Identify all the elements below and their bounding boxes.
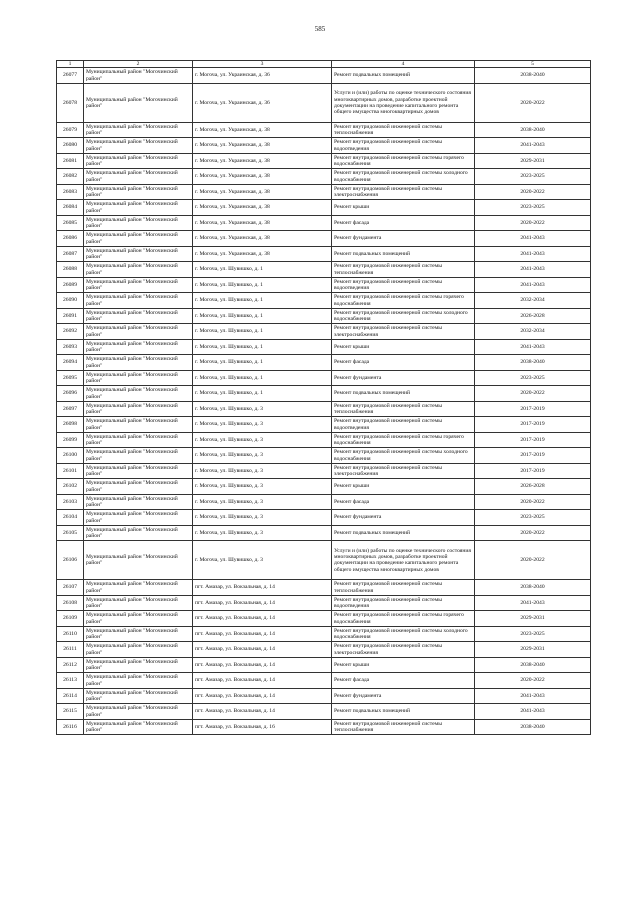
address-cell: пгт. Амазар, ул. Вокзальная, д. 16 — [193, 719, 332, 735]
table-row — [57, 525, 591, 541]
table-row — [57, 262, 591, 278]
table-row — [57, 580, 591, 596]
period-cell: 2020-2022 — [475, 386, 591, 402]
municipality-cell: Муниципальный район "Могочинский район" — [84, 673, 193, 689]
period-cell: 2038-2040 — [475, 122, 591, 138]
table-row — [57, 231, 591, 247]
work-type-cell: Ремонт подвальных помещений — [332, 525, 475, 541]
municipality-cell: Муниципальный район "Могочинский район" — [84, 595, 193, 611]
table-row — [57, 463, 591, 479]
period-cell: 2023-2025 — [475, 370, 591, 386]
table-row — [57, 370, 591, 386]
work-type-cell: Ремонт крыши — [332, 479, 475, 495]
row-number-cell: 26103 — [57, 494, 84, 510]
period-cell: 2038-2040 — [475, 580, 591, 596]
work-type-cell: Ремонт подвальных помещений — [332, 68, 475, 84]
row-number-cell: 26085 — [57, 215, 84, 231]
period-cell: 2038-2040 — [475, 719, 591, 735]
period-cell: 2017-2019 — [475, 401, 591, 417]
municipality-cell: Муниципальный район "Могочинский район" — [84, 704, 193, 720]
table-row — [57, 673, 591, 689]
work-type-cell: Ремонт внутридомовой инженерной системы водоотведения — [332, 595, 475, 611]
period-cell: 2041-2043 — [475, 704, 591, 720]
address-cell: пгт. Амазар, ул. Вокзальная, д. 14 — [193, 642, 332, 658]
municipality-cell: Муниципальный район "Могочинский район" — [84, 293, 193, 309]
period-cell: 2032-2034 — [475, 324, 591, 340]
work-type-cell: Ремонт внутридомовой инженерной системы теплоснабжения — [332, 580, 475, 596]
address-cell: пгт. Амазар, ул. Вокзальная, д. 14 — [193, 611, 332, 627]
period-cell: 2026-2028 — [475, 308, 591, 324]
table-row — [57, 138, 591, 154]
table-row — [57, 510, 591, 526]
row-number-cell: 26104 — [57, 510, 84, 526]
period-cell: 2017-2019 — [475, 432, 591, 448]
work-type-cell: Ремонт фасада — [332, 494, 475, 510]
municipality-cell: Муниципальный район "Могочинский район" — [84, 83, 193, 122]
row-number-cell: 26088 — [57, 262, 84, 278]
row-number-cell: 26092 — [57, 324, 84, 340]
work-type-cell: Услуги и (или) работы по оценке технического состояния многоквартирных домов, разработке проектной документации на проведение капитального ремонта общего имущества многоквартирных домов — [332, 541, 475, 580]
period-cell: 2020-2022 — [475, 494, 591, 510]
row-number-cell: 26108 — [57, 595, 84, 611]
period-cell: 2041-2043 — [475, 246, 591, 262]
municipality-cell: Муниципальный район "Могочинский район" — [84, 657, 193, 673]
municipality-cell: Муниципальный район "Могочинский район" — [84, 688, 193, 704]
work-type-cell: Ремонт фундамента — [332, 688, 475, 704]
row-number-cell: 26081 — [57, 153, 84, 169]
row-number-cell: 26109 — [57, 611, 84, 627]
column-header-2: 2 — [84, 61, 193, 68]
period-cell: 2023-2025 — [475, 510, 591, 526]
address-cell: г. Могоча, ул. Шувишко, д. 1 — [193, 277, 332, 293]
table-row — [57, 339, 591, 355]
work-type-cell: Ремонт внутридомовой инженерной системы электроснабжения — [332, 324, 475, 340]
address-cell: г. Могоча, ул. Шувишко, д. 1 — [193, 293, 332, 309]
period-cell: 2020-2022 — [475, 541, 591, 580]
address-cell: г. Могоча, ул. Украинская, д. 38 — [193, 231, 332, 247]
address-cell: г. Могоча, ул. Шувишко, д. 3 — [193, 417, 332, 433]
column-header-4: 4 — [332, 61, 475, 68]
address-cell: г. Могоча, ул. Украинская, д. 36 — [193, 83, 332, 122]
row-number-cell: 26080 — [57, 138, 84, 154]
row-number-cell: 26095 — [57, 370, 84, 386]
period-cell: 2041-2043 — [475, 262, 591, 278]
work-type-cell: Ремонт внутридомовой инженерной системы водоотведения — [332, 277, 475, 293]
work-type-cell: Ремонт фасада — [332, 215, 475, 231]
period-cell: 2023-2025 — [475, 200, 591, 216]
period-cell: 2038-2040 — [475, 657, 591, 673]
address-cell: г. Могоча, ул. Шувишко, д. 1 — [193, 355, 332, 371]
work-type-cell: Ремонт фундамента — [332, 231, 475, 247]
work-type-cell: Ремонт подвальных помещений — [332, 704, 475, 720]
page-number: 585 — [314, 25, 326, 33]
address-cell: г. Могоча, ул. Шувишко, д. 1 — [193, 370, 332, 386]
municipality-cell: Муниципальный район "Могочинский район" — [84, 719, 193, 735]
municipality-cell: Муниципальный район "Могочинский район" — [84, 355, 193, 371]
row-number-cell: 26084 — [57, 200, 84, 216]
work-type-cell: Ремонт внутридомовой инженерной системы электроснабжения — [332, 463, 475, 479]
period-cell: 2020-2022 — [475, 83, 591, 122]
repair-schedule-table — [56, 60, 591, 735]
municipality-cell: Муниципальный район "Могочинский район" — [84, 153, 193, 169]
work-type-cell: Ремонт крыши — [332, 339, 475, 355]
row-number-cell: 26106 — [57, 541, 84, 580]
address-cell: г. Могоча, ул. Шувишко, д. 3 — [193, 448, 332, 464]
work-type-cell: Ремонт внутридомовой инженерной системы теплоснабжения — [332, 401, 475, 417]
table-row — [57, 246, 591, 262]
period-cell: 2038-2040 — [475, 355, 591, 371]
table-row — [57, 122, 591, 138]
municipality-cell: Муниципальный район "Могочинский район" — [84, 339, 193, 355]
table-row — [57, 541, 591, 580]
address-cell: г. Могоча, ул. Украинская, д. 38 — [193, 153, 332, 169]
row-number-cell: 26115 — [57, 704, 84, 720]
work-type-cell: Ремонт фундамента — [332, 370, 475, 386]
row-number-cell: 26099 — [57, 432, 84, 448]
address-cell: пгт. Амазар, ул. Вокзальная, д. 14 — [193, 626, 332, 642]
work-type-cell: Ремонт внутридомовой инженерной системы горячего водоснабжения — [332, 293, 475, 309]
address-cell: пгт. Амазар, ул. Вокзальная, д. 14 — [193, 657, 332, 673]
address-cell: г. Могоча, ул. Украинская, д. 38 — [193, 122, 332, 138]
table-row — [57, 688, 591, 704]
period-cell: 2041-2043 — [475, 231, 591, 247]
period-cell: 2020-2022 — [475, 184, 591, 200]
table-row — [57, 448, 591, 464]
work-type-cell: Ремонт внутридомовой инженерной системы теплоснабжения — [332, 122, 475, 138]
table-row — [57, 704, 591, 720]
row-number-cell: 26086 — [57, 231, 84, 247]
table-row — [57, 83, 591, 122]
municipality-cell: Муниципальный район "Могочинский район" — [84, 246, 193, 262]
table-row — [57, 355, 591, 371]
row-number-cell: 26094 — [57, 355, 84, 371]
table-row — [57, 595, 591, 611]
table-body — [57, 68, 591, 735]
period-cell: 2041-2043 — [475, 277, 591, 293]
period-cell: 2020-2022 — [475, 215, 591, 231]
address-cell: г. Могоча, ул. Украинская, д. 38 — [193, 169, 332, 185]
table-row — [57, 184, 591, 200]
municipality-cell: Муниципальный район "Могочинский район" — [84, 200, 193, 216]
period-cell: 2020-2022 — [475, 525, 591, 541]
row-number-cell: 26102 — [57, 479, 84, 495]
municipality-cell: Муниципальный район "Могочинский район" — [84, 308, 193, 324]
municipality-cell: Муниципальный район "Могочинский район" — [84, 231, 193, 247]
table-row — [57, 293, 591, 309]
address-cell: г. Могоча, ул. Шувишко, д. 3 — [193, 432, 332, 448]
address-cell: пгт. Амазар, ул. Вокзальная, д. 14 — [193, 673, 332, 689]
work-type-cell: Ремонт фундамента — [332, 510, 475, 526]
period-cell: 2041-2043 — [475, 688, 591, 704]
municipality-cell: Муниципальный район "Могочинский район" — [84, 463, 193, 479]
column-header-3: 3 — [193, 61, 332, 68]
table-row — [57, 611, 591, 627]
address-cell: г. Могоча, ул. Украинская, д. 38 — [193, 184, 332, 200]
municipality-cell: Муниципальный район "Могочинский район" — [84, 525, 193, 541]
row-number-cell: 26116 — [57, 719, 84, 735]
table-row — [57, 169, 591, 185]
address-cell: г. Могоча, ул. Шувишко, д. 3 — [193, 541, 332, 580]
work-type-cell: Ремонт внутридомовой инженерной системы холодного водоснабжения — [332, 308, 475, 324]
row-number-cell: 26113 — [57, 673, 84, 689]
address-cell: г. Могоча, ул. Шувишко, д. 1 — [193, 308, 332, 324]
period-cell: 2026-2028 — [475, 479, 591, 495]
row-number-cell: 26100 — [57, 448, 84, 464]
address-cell: г. Могоча, ул. Шувишко, д. 3 — [193, 494, 332, 510]
address-cell: г. Могоча, ул. Украинская, д. 38 — [193, 138, 332, 154]
row-number-cell: 26110 — [57, 626, 84, 642]
work-type-cell: Ремонт внутридомовой инженерной системы теплоснабжения — [332, 719, 475, 735]
work-type-cell: Ремонт внутридомовой инженерной системы электроснабжения — [332, 642, 475, 658]
period-cell: 2029-2031 — [475, 642, 591, 658]
address-cell: пгт. Амазар, ул. Вокзальная, д. 14 — [193, 688, 332, 704]
row-number-cell: 26078 — [57, 83, 84, 122]
work-type-cell: Услуги и (или) работы по оценке технического состояния многоквартирных домов, разработке проектной документации на проведение капитального ремонта общего имущества многоквартирных домов — [332, 83, 475, 122]
table-row — [57, 432, 591, 448]
municipality-cell: Муниципальный район "Могочинский район" — [84, 494, 193, 510]
municipality-cell: Муниципальный район "Могочинский район" — [84, 541, 193, 580]
address-cell: г. Могоча, ул. Шувишко, д. 3 — [193, 463, 332, 479]
work-type-cell: Ремонт внутридомовой инженерной системы холодного водоснабжения — [332, 448, 475, 464]
period-cell: 2032-2034 — [475, 293, 591, 309]
table-row — [57, 401, 591, 417]
period-cell: 2017-2019 — [475, 417, 591, 433]
row-number-cell: 26083 — [57, 184, 84, 200]
address-cell: г. Могоча, ул. Шувишко, д. 1 — [193, 324, 332, 340]
work-type-cell: Ремонт внутридомовой инженерной системы теплоснабжения — [332, 262, 475, 278]
table-row — [57, 479, 591, 495]
table-row — [57, 200, 591, 216]
row-number-cell: 26111 — [57, 642, 84, 658]
row-number-cell: 26107 — [57, 580, 84, 596]
municipality-cell: Муниципальный район "Могочинский район" — [84, 510, 193, 526]
municipality-cell: Муниципальный район "Могочинский район" — [84, 138, 193, 154]
period-cell: 2017-2019 — [475, 463, 591, 479]
row-number-cell: 26089 — [57, 277, 84, 293]
row-number-cell: 26091 — [57, 308, 84, 324]
table-row — [57, 386, 591, 402]
table-row — [57, 417, 591, 433]
address-cell: г. Могоча, ул. Украинская, д. 38 — [193, 200, 332, 216]
work-type-cell: Ремонт фасада — [332, 673, 475, 689]
address-cell: г. Могоча, ул. Украинская, д. 38 — [193, 246, 332, 262]
municipality-cell: Муниципальный район "Могочинский район" — [84, 324, 193, 340]
period-cell: 2020-2022 — [475, 673, 591, 689]
municipality-cell: Муниципальный район "Могочинский район" — [84, 370, 193, 386]
address-cell: г. Могоча, ул. Шувишко, д. 1 — [193, 339, 332, 355]
municipality-cell: Муниципальный район "Могочинский район" — [84, 386, 193, 402]
address-cell: г. Могоча, ул. Шувишко, д. 3 — [193, 510, 332, 526]
municipality-cell: Муниципальный район "Могочинский район" — [84, 642, 193, 658]
municipality-cell: Муниципальный район "Могочинский район" — [84, 262, 193, 278]
municipality-cell: Муниципальный район "Могочинский район" — [84, 448, 193, 464]
row-number-cell: 26090 — [57, 293, 84, 309]
work-type-cell: Ремонт внутридомовой инженерной системы водоотведения — [332, 417, 475, 433]
work-type-cell: Ремонт внутридомовой инженерной системы электроснабжения — [332, 184, 475, 200]
row-number-cell: 26112 — [57, 657, 84, 673]
municipality-cell: Муниципальный район "Могочинский район" — [84, 68, 193, 84]
row-number-cell: 26098 — [57, 417, 84, 433]
work-type-cell: Ремонт крыши — [332, 200, 475, 216]
address-cell: г. Могоча, ул. Шувишко, д. 3 — [193, 525, 332, 541]
table-row — [57, 642, 591, 658]
address-cell: пгт. Амазар, ул. Вокзальная, д. 14 — [193, 580, 332, 596]
municipality-cell: Муниципальный район "Могочинский район" — [84, 401, 193, 417]
municipality-cell: Муниципальный район "Могочинский район" — [84, 169, 193, 185]
work-type-cell: Ремонт внутридомовой инженерной системы водоотведения — [332, 138, 475, 154]
row-number-cell: 26082 — [57, 169, 84, 185]
row-number-cell: 26097 — [57, 401, 84, 417]
work-type-cell: Ремонт подвальных помещений — [332, 246, 475, 262]
municipality-cell: Муниципальный район "Могочинский район" — [84, 122, 193, 138]
address-cell: г. Могоча, ул. Украинская, д. 36 — [193, 68, 332, 84]
period-cell: 2023-2025 — [475, 169, 591, 185]
row-number-cell: 26114 — [57, 688, 84, 704]
municipality-cell: Муниципальный район "Могочинский район" — [84, 479, 193, 495]
work-type-cell: Ремонт подвальных помещений — [332, 386, 475, 402]
work-type-cell: Ремонт внутридомовой инженерной системы горячего водоснабжения — [332, 611, 475, 627]
municipality-cell: Муниципальный район "Могочинский район" — [84, 432, 193, 448]
address-cell: г. Могоча, ул. Украинская, д. 38 — [193, 215, 332, 231]
row-number-cell: 26093 — [57, 339, 84, 355]
address-cell: г. Могоча, ул. Шувишко, д. 3 — [193, 479, 332, 495]
address-cell: пгт. Амазар, ул. Вокзальная, д. 14 — [193, 595, 332, 611]
table-row — [57, 153, 591, 169]
municipality-cell: Муниципальный район "Могочинский район" — [84, 611, 193, 627]
work-type-cell: Ремонт крыши — [332, 657, 475, 673]
period-cell: 2029-2031 — [475, 153, 591, 169]
period-cell: 2041-2043 — [475, 595, 591, 611]
row-number-cell: 26079 — [57, 122, 84, 138]
period-cell: 2017-2019 — [475, 448, 591, 464]
municipality-cell: Муниципальный район "Могочинский район" — [84, 626, 193, 642]
municipality-cell: Муниципальный район "Могочинский район" — [84, 580, 193, 596]
period-cell: 2023-2025 — [475, 626, 591, 642]
row-number-cell: 26096 — [57, 386, 84, 402]
table-row — [57, 277, 591, 293]
municipality-cell: Муниципальный район "Могочинский район" — [84, 417, 193, 433]
table-row — [57, 215, 591, 231]
municipality-cell: Муниципальный район "Могочинский район" — [84, 184, 193, 200]
address-cell: г. Могоча, ул. Шувишко, д. 1 — [193, 386, 332, 402]
column-header-5: 5 — [475, 61, 591, 68]
period-cell: 2041-2043 — [475, 138, 591, 154]
period-cell: 2041-2043 — [475, 339, 591, 355]
table-header-row — [57, 61, 591, 68]
period-cell: 2029-2031 — [475, 611, 591, 627]
work-type-cell: Ремонт внутридомовой инженерной системы холодного водоснабжения — [332, 626, 475, 642]
table-row — [57, 494, 591, 510]
row-number-cell: 26077 — [57, 68, 84, 84]
table-row — [57, 626, 591, 642]
row-number-cell: 26087 — [57, 246, 84, 262]
period-cell: 2038-2040 — [475, 68, 591, 84]
address-cell: пгт. Амазар, ул. Вокзальная, д. 14 — [193, 704, 332, 720]
address-cell: г. Могоча, ул. Шувишко, д. 3 — [193, 401, 332, 417]
column-header-1: 1 — [57, 61, 84, 68]
table-row — [57, 68, 591, 84]
table-row — [57, 324, 591, 340]
table-row — [57, 657, 591, 673]
work-type-cell: Ремонт внутридомовой инженерной системы холодного водоснабжения — [332, 169, 475, 185]
row-number-cell: 26105 — [57, 525, 84, 541]
work-type-cell: Ремонт внутридомовой инженерной системы горячего водоснабжения — [332, 432, 475, 448]
work-type-cell: Ремонт фасада — [332, 355, 475, 371]
table-row — [57, 308, 591, 324]
municipality-cell: Муниципальный район "Могочинский район" — [84, 215, 193, 231]
table-row — [57, 719, 591, 735]
row-number-cell: 26101 — [57, 463, 84, 479]
address-cell: г. Могоча, ул. Шувишко, д. 1 — [193, 262, 332, 278]
work-type-cell: Ремонт внутридомовой инженерной системы горячего водоснабжения — [332, 153, 475, 169]
municipality-cell: Муниципальный район "Могочинский район" — [84, 277, 193, 293]
